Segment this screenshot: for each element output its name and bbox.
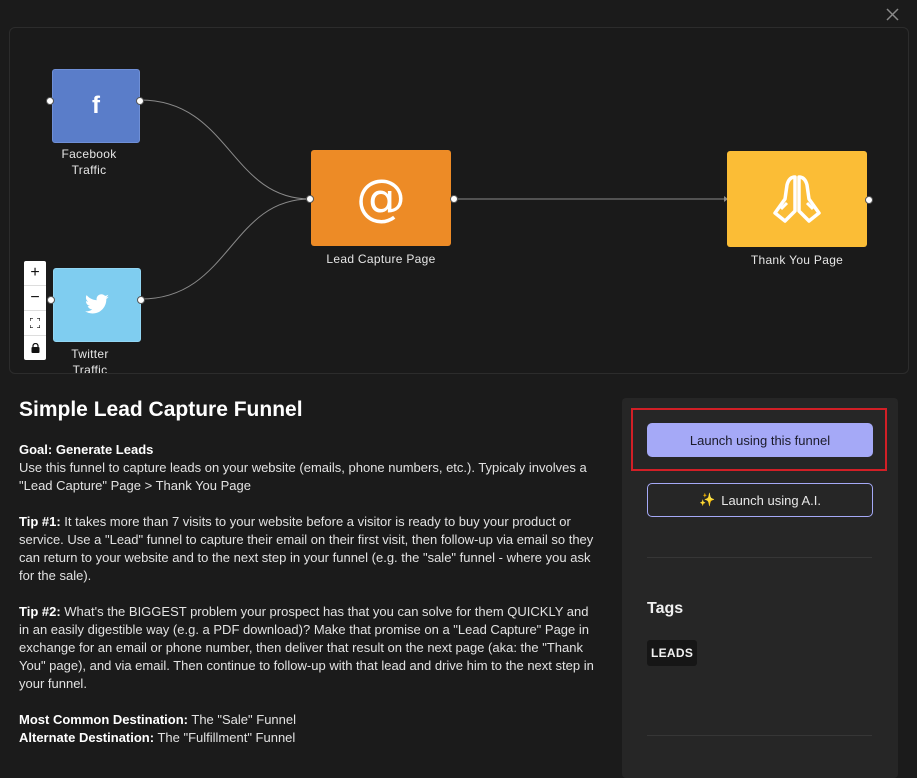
tags-title: Tags: [647, 600, 684, 617]
tip1-label: Tip #1:: [19, 514, 61, 529]
launch-funnel-button[interactable]: Launch using this funnel: [647, 423, 873, 457]
edge-twitter-to-lead: [141, 199, 310, 299]
goal-text: Use this funnel to capture leads on your website (emails, phone numbers, etc.). Typicaly involves a "Lead Capture" Page > Thank You Page: [19, 460, 587, 493]
node-facebook-label: Facebook Traffic: [61, 147, 117, 177]
node-lead-capture[interactable]: [311, 150, 451, 246]
goal-section: [19, 441, 599, 495]
zoom-out-button[interactable]: [24, 286, 46, 311]
most-common-value: The "Sale" Funnel: [188, 712, 296, 727]
destinations-section: [19, 711, 599, 747]
fit-view-button[interactable]: [24, 311, 46, 336]
alternate-value: The "Fulfillment" Funnel: [154, 730, 296, 745]
at-sign-icon: @: [356, 169, 406, 227]
most-common-label: Most Common Destination:: [19, 712, 188, 727]
goal-label: Goal: Generate Leads: [19, 442, 154, 457]
node-lead-capture-input-handle[interactable]: [306, 195, 314, 203]
close-icon: [884, 6, 902, 24]
tag-leads[interactable]: LEADS: [647, 640, 697, 666]
node-thank-you[interactable]: [727, 151, 867, 247]
node-lead-capture-label: Lead Capture Page: [326, 252, 436, 266]
node-facebook-input-handle[interactable]: [46, 97, 54, 105]
plus-icon: +: [30, 264, 40, 281]
node-facebook-output-handle[interactable]: [136, 97, 144, 105]
launch-ai-button[interactable]: [647, 483, 873, 517]
sidebar-divider: [647, 557, 872, 558]
node-lead-capture-output-handle[interactable]: [450, 195, 458, 203]
node-twitter-label: Twitter Traffic: [71, 347, 109, 374]
zoom-in-button[interactable]: [24, 261, 46, 286]
node-thank-you-output-handle[interactable]: [865, 196, 873, 204]
minus-icon: −: [30, 289, 40, 306]
tip1-text: It takes more than 7 visits to your website before a visitor is ready to buy your product or service. Use a "Lead" funnel to capture their email on their first visit, then follow-up via email so they can return to your website and to the next step in your funnel (e.g. the "sale" funnel - where you ask for the sale).: [19, 514, 594, 583]
funnel-description: [19, 441, 599, 765]
tip2-text: What's the BIGGEST problem your prospect has that you can solve for them QUICKLY and in an easily digestible way (e.g. a PDF download)? Make that promise on a "Lead Capture" Page in exchange for an email or phone number, then deliver that result on the next page (aka: the "Thank You" page), and via email. Then continue to follow-up with that lead and drive him to the next step in your funnel.: [19, 604, 594, 691]
close-button[interactable]: [884, 6, 902, 24]
node-twitter[interactable]: [53, 268, 141, 342]
sparkles-icon: ✨: [699, 492, 716, 507]
node-twitter-output-handle[interactable]: [137, 296, 145, 304]
alternate-label: Alternate Destination:: [19, 730, 155, 745]
tip2-section: [19, 603, 599, 693]
funnel-title: Simple Lead Capture Funnel: [19, 398, 303, 421]
node-facebook[interactable]: [52, 69, 140, 143]
tip2-label: Tip #2:: [19, 604, 61, 619]
canvas-zoom-controls: [24, 261, 46, 360]
launch-ai-label: Launch using A.I.: [721, 492, 821, 508]
facebook-icon: f: [92, 92, 100, 119]
sidebar-divider-bottom: [647, 735, 872, 736]
node-twitter-input-handle[interactable]: [47, 296, 55, 304]
edge-facebook-to-lead: [140, 100, 310, 199]
lock-button[interactable]: [24, 336, 46, 360]
fit-view-icon: [30, 318, 40, 328]
node-thank-you-label: Thank You Page: [750, 253, 844, 267]
twitter-icon: [84, 294, 110, 316]
tip1-section: [19, 513, 599, 585]
praying-hands-icon: [767, 169, 827, 229]
funnel-canvas[interactable]: [9, 27, 909, 374]
lock-icon: [31, 343, 40, 353]
